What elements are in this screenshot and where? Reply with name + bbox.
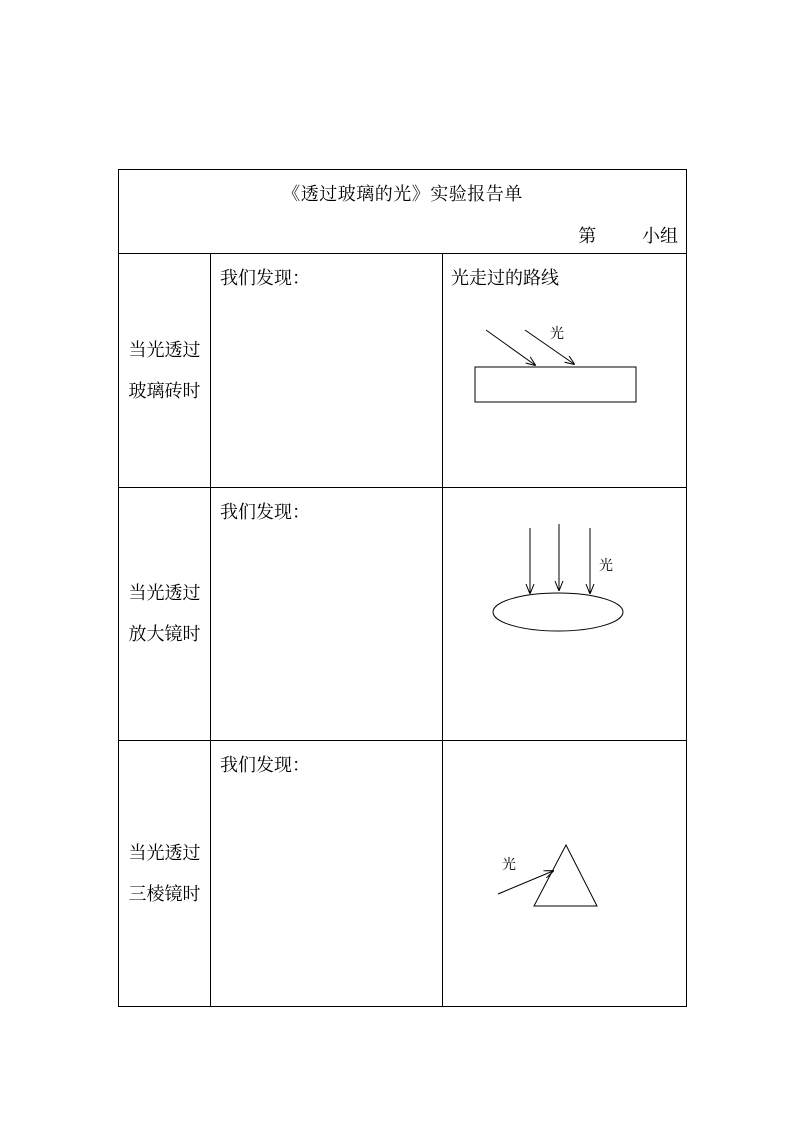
report-header xyxy=(119,170,687,254)
light-label: 光 xyxy=(550,326,564,342)
condition-line-2: 三棱镜时 xyxy=(128,883,201,905)
finding-cell[interactable] xyxy=(211,254,443,488)
condition-line-1: 当光透过 xyxy=(128,583,201,604)
light-ray-arrow xyxy=(486,330,535,365)
light-path-title: 光走过的路线 xyxy=(451,268,559,289)
finding-cell[interactable] xyxy=(211,741,443,1007)
condition-label xyxy=(119,330,210,412)
condition-line-1: 当光透过 xyxy=(128,339,201,361)
glass-brick-shape xyxy=(475,367,636,402)
condition-label xyxy=(119,833,210,915)
light-path-cell[interactable] xyxy=(443,741,687,1007)
condition-line-1: 当光透过 xyxy=(128,842,201,864)
prism-diagram xyxy=(443,741,687,1006)
report-title: 《透过玻璃的光》实验报告单 xyxy=(282,184,523,205)
condition-cell xyxy=(119,254,211,488)
finding-label: 我们发现： xyxy=(220,755,310,776)
light-path-cell[interactable] xyxy=(443,488,687,741)
report-table xyxy=(118,169,687,1007)
condition-cell xyxy=(119,488,211,741)
light-label: 光 xyxy=(599,558,613,574)
finding-label: 我们发现： xyxy=(220,268,310,289)
group-number-field: 第 小组 xyxy=(578,226,679,247)
light-label: 光 xyxy=(502,857,516,873)
magnifying-lens-shape xyxy=(493,593,623,631)
light-ray-arrow xyxy=(498,871,553,894)
report-row-prism xyxy=(119,741,687,1007)
condition-line-2: 放大镜时 xyxy=(128,624,201,645)
condition-label xyxy=(119,573,210,655)
report-row-magnifier xyxy=(119,488,687,741)
light-path-cell[interactable] xyxy=(443,254,687,488)
condition-cell xyxy=(119,741,211,1007)
condition-line-2: 玻璃砖时 xyxy=(128,380,201,402)
glass-brick-diagram xyxy=(443,254,687,487)
finding-cell[interactable] xyxy=(211,488,443,741)
report-row-glass-brick xyxy=(119,254,687,488)
finding-label: 我们发现： xyxy=(220,502,310,523)
magnifier-diagram xyxy=(443,488,687,740)
report-sheet xyxy=(118,169,686,1007)
